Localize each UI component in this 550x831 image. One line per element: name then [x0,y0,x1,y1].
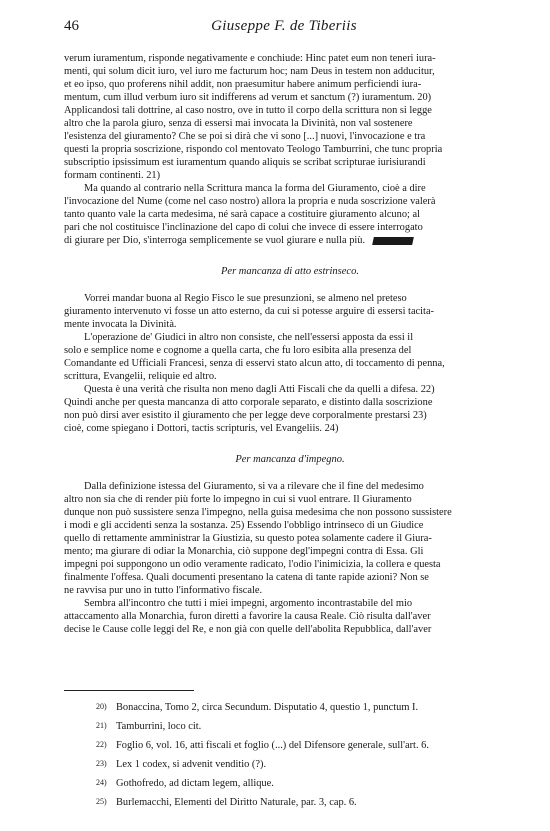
footnote-number: 20) [96,702,107,711]
body-line: Ma quando al contrario nella Scrittura manca la forma del Giuramento, cioè a dire [84,183,426,194]
body-line: tanto quanto vale la carta medesima, né sarà capace a costituire giuramento alcuno; al [64,209,421,220]
body-line: finalmente l'offesa. Quali documenti presentano la catena di tante rapide azioni? Non se [64,572,429,583]
footnote [96,738,516,751]
body-line: mentum, cum illud verbum iuro sit indifferens ad verum et sanctum (?) iuramentum. 20) [64,92,432,103]
body-line: pari che nol costituisce l'inclinazione del capo di colui che invece di essere interrogato [64,222,423,233]
footnote-text: Lex 1 codex, si advenit venditio (?). [116,759,267,770]
body-line: decise le Cause colle leggi del Re, e non già con quelle dell'abolita Repubblica, dall'aver [64,624,432,635]
footnote-text: Tamburrini, loco cit. [116,721,202,732]
body-line: L'operazione de' Giudici in altro non consiste, che nell'essersi apposta da essi il [84,332,414,343]
body-line: Comandante ed Ufficiali Francesi, senza di esservi stato alcun atto, di toccamento di penna, [64,358,445,369]
section-title: Per mancanza di atto estrinseco. [221,266,359,277]
body-line: l'invocazione del Nume (come nel caso nostro) allora la propria e nuda soscrizione valerà [64,196,436,207]
body-line: non può dirsi aver esistito il giuramento che per legge deve corporalmente prestarsi 23) [64,410,427,421]
body-line: mento; ma giurare di odiar la Monarchia, ciò suppone degl'impegni contra di Essa. Gli [64,546,424,557]
footnote-text: Bonaccina, Tomo 2, circa Secundum. Disputatio 4, questio 1, punctum I. [116,702,419,713]
footnote-text: Foglio 6, vol. 16, atti fiscali et foglio (...) del Difensore generale, sull'art. 6. [116,740,429,751]
body-line: impegni poi suppongono un odio veramente radicato, l'odio l'inimicizia, la collera e questa [64,559,441,570]
body-line: l'esistenza del giuramento? Che se poi si dirà che vi sono [...] nuovi, l'invocazione e tra [64,131,426,142]
body-line: cioè, come spiegano i Dottori, tactis scripturis, vel Evangeliis. 24) [64,423,339,434]
body-line: Quindi anche per questa mancanza di atto corporale separato, e distinto dalla soscrizione [64,397,433,408]
body-line: quello di rettamente amministrar la Giustizia, su questo potea solamente cadere il Giura- [64,533,432,544]
footnote-text: Gothofredo, ad dictam legem, allique. [116,778,274,789]
body-line: Questa è una verità che risulta non meno dagli Atti Fiscali che da quelli a difesa. 22) [84,384,435,395]
body-line: questi la propria soscrizione, rispondo col mentovato Teologo Tamburrini, che tunc propria [64,144,443,155]
body-line: altro non sia che di render più forte lo impegno in cui si vuol entrare. Il Giuramento [64,494,412,505]
body-line: attaccamento alla Monarchia, furon diretti a favorire la causa Reale. Ciò risulta dall'aver [64,611,431,622]
footnote-number: 23) [96,759,107,768]
body-line: subscriptio ipsissimum est iuramentum quando aliquis se scribat scripturae iurisiurandi [64,157,426,168]
body-line: Applicandosi tali dottrine, al caso nostro, ove in tutto il corpo della scrittura non si legge [64,105,432,116]
running-title: Giuseppe F. de Tiberiis [211,18,357,34]
section-title: Per mancanza d'impegno. [235,454,345,465]
body-line: menti, qui solum dicit iuro, vel iuro me facturum hoc; nam Deus in testem non adducitur, [64,66,435,77]
body-line: dunque non può sussistere senza l'impegno, nella guisa medesima che non possono sussistere [64,507,452,518]
body-line: verum iuramentum, risponde negativamente e conchiude: Hinc patet eum non teneri iura- [64,53,436,64]
footnote-number: 24) [96,778,107,787]
footnote [96,757,516,770]
body-text [64,52,516,636]
body-line: Vorrei mandar buona al Regio Fisco le sue presunzioni, se almeno nel preteso [84,293,407,304]
footnote-number: 22) [96,740,107,749]
footnote [96,719,516,732]
footnote [96,700,516,713]
body-line: i modi e gli accidenti senza la sostanza. 25) Essendo l'obbligo intrinseco di un Giudice [64,520,424,531]
page-header [64,18,504,38]
body-line-last [64,234,516,247]
body-line: ne ravvisa pur uno in tutto l'informativo fiscale. [64,585,263,596]
page-number: 46 [64,18,79,34]
body-line: scrittura, Evangelii, reliquie ed altro. [64,371,217,382]
footnote [96,776,516,789]
footnote-text: Burlemacchi, Elementi del Diritto Naturale, par. 3, cap. 6. [116,797,357,808]
body-line: et eo ipso, quo proferens nihil addit, non praesumitur habere animum perficiendi iura- [64,79,422,90]
footnote-number: 21) [96,721,107,730]
ink-scribble [372,237,414,245]
body-line: Sembra all'incontro che tutti i miei impegni, argomento incontrastabile del mio [84,598,413,609]
body-line: solo e semplice nome e cognome a quella carta, che fu loro esibita alla presenza del [64,345,412,356]
body-line: mente invocata la Divinità. [64,319,177,330]
footnote-rule [64,690,194,691]
body-line: giuramento intervenuto vi fosse un atto esterno, da cui si potesse arguire di essersi tacita- [64,306,435,317]
body-line: di giurare per Dio, s'interroga semplicemente se vuol giurare e nulla più. [64,235,366,246]
body-line: Dalla definizione istessa del Giuramento, si va a rilevare che il fine del medesimo [84,481,424,492]
body-line: formam continenti. 21) [64,170,161,181]
footnotes [96,700,516,814]
footnote-number: 25) [96,797,107,806]
body-line: altro che la parola giuro, senza di essersi mai invocata la Divinità, non val sostenere [64,118,413,129]
footnote [96,795,516,808]
